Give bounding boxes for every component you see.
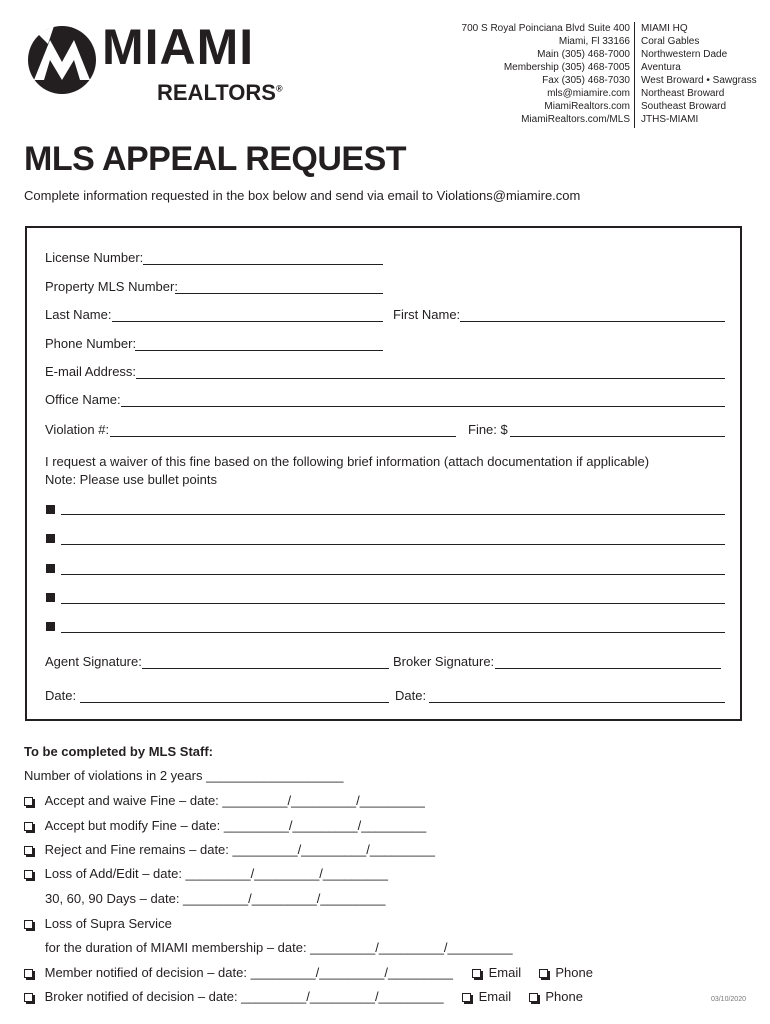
fine-label: Fine: $ [468,422,508,437]
staff-option-row [24,866,388,881]
bullet-square-icon [46,564,55,573]
checkbox-icon[interactable] [539,969,548,978]
checkbox-icon[interactable] [462,993,471,1002]
checkbox-icon[interactable] [24,920,33,929]
violation-number-field[interactable] [110,436,456,437]
violation-number-label: Violation #: [45,422,110,437]
office-item: MIAMI HQ [641,23,688,34]
supra-duration-line: for the duration of MIAMI membership – date: _________/_________/_________ [45,940,513,955]
phone-option-label: Phone [555,965,593,980]
property-mls-label: Property MLS Number: [45,279,178,294]
loss-supra-label: Loss of Supra Service [44,916,172,931]
contact-line[interactable]: mls@miamire.com [547,88,630,99]
checkbox-icon[interactable] [24,870,33,879]
license-number-field[interactable] [143,264,383,265]
reject-fine-label: Reject and Fine remains – date: _________/_________/_________ [44,842,435,857]
first-name-field[interactable] [460,321,725,322]
phone-number-field[interactable] [135,350,383,351]
office-list [641,22,761,126]
reason-line-4[interactable] [61,603,725,604]
office-name-field[interactable] [121,406,725,407]
broker-date-field[interactable] [429,702,725,703]
contact-line[interactable]: MiamiRealtors.com [544,101,630,112]
office-item: JTHS-MIAMI [641,114,699,125]
reason-line-1[interactable] [61,514,725,515]
office-item: Northwestern Dade [641,49,728,60]
member-notify-methods [472,965,593,980]
violation-count-line: Number of violations in 2 years ___________________ [24,768,344,783]
email-address-label: E-mail Address: [45,364,137,379]
miami-logo-m-icon [24,24,104,94]
logo-miami-text: MIAMI [102,19,255,75]
fine-amount-field[interactable] [510,436,725,437]
broker-signature-field[interactable] [495,668,721,669]
first-name-label: First Name: [393,307,461,322]
office-item: West Broward • Sawgrass [641,75,757,86]
bullet-square-icon [46,505,55,514]
checkbox-icon[interactable] [24,969,33,978]
loss-add-edit-label: Loss of Add/Edit – date: _________/_________/_________ [44,866,388,881]
office-item: Southeast Broward [641,101,727,112]
office-item: Northeast Broward [641,88,725,99]
office-item: Coral Gables [641,36,700,47]
bullet-square-icon [46,622,55,631]
license-number-label: License Number: [45,250,144,265]
bullet-square-icon [46,534,55,543]
office-name-label: Office Name: [45,392,121,407]
bullet-note-text: Note: Please use bullet points [45,472,217,487]
agent-signature-field[interactable] [142,668,389,669]
broker-date-label: Date: [395,688,427,703]
agent-date-label: Date: [45,688,77,703]
reason-line-2[interactable] [61,544,725,545]
miami-realtors-logo [24,19,284,112]
staff-option-row [24,793,425,808]
last-name-field[interactable] [112,321,383,322]
email-option-label: Email [488,965,522,980]
broker-notified-label: Broker notified of decision – date: _________/_________/_________ [44,989,444,1004]
bullet-square-icon [46,593,55,602]
agent-date-field[interactable] [80,702,389,703]
contact-line: 700 S Royal Poinciana Blvd Suite 400 [461,23,630,34]
last-name-label: Last Name: [45,307,112,322]
page-title: MLS APPEAL REQUEST [24,140,407,178]
phone-option-label: Phone [545,989,583,1004]
page-subtitle: Complete information requested in the box below and send via email to Violations@miamire.com [24,188,581,203]
contact-line: Fax (305) 468-7030 [542,75,630,86]
checkbox-icon[interactable] [24,846,33,855]
accept-modify-label: Accept but modify Fine – date: _________/_________/_________ [44,818,427,833]
broker-notify-methods [462,989,583,1004]
staff-option-row [24,916,172,931]
contact-line: Miami, Fl 33166 [558,36,630,47]
contact-line: Main (305) 468-7000 [537,49,630,60]
checkbox-icon[interactable] [24,797,33,806]
staff-option-row [24,965,453,980]
reason-line-5[interactable] [61,632,725,633]
form-revision-date: 03/10/2020 [710,996,746,1003]
staff-heading: To be completed by MLS Staff: [24,744,213,759]
email-option-label: Email [478,989,512,1004]
logo-realtors-text: REALTORS® [157,80,283,105]
phone-number-label: Phone Number: [45,336,137,351]
contact-info [400,22,630,126]
staff-option-row [24,842,435,857]
checkbox-icon[interactable] [529,993,538,1002]
staff-option-row [24,818,426,833]
reason-line-3[interactable] [61,574,725,575]
staff-option-row [24,989,444,1004]
agent-signature-label: Agent Signature: [45,654,142,669]
header-divider [634,22,635,128]
member-notified-label: Member notified of decision – date: _________/_________/_________ [44,965,454,980]
broker-signature-label: Broker Signature: [393,654,495,669]
checkbox-icon[interactable] [472,969,481,978]
checkbox-icon[interactable] [24,993,33,1002]
email-address-field[interactable] [136,378,725,379]
office-item: Aventura [641,62,681,73]
contact-line: Membership (305) 468-7005 [503,62,630,73]
accept-waive-label: Accept and waive Fine – date: _________/_________/_________ [44,793,425,808]
property-mls-field[interactable] [175,293,383,294]
waiver-request-text: I request a waiver of this fine based on the following brief information (attach documentation if applicable) [45,454,650,469]
days-duration-line: 30, 60, 90 Days – date: _________/_________/_________ [45,891,386,906]
checkbox-icon[interactable] [24,822,33,831]
contact-line[interactable]: MiamiRealtors.com/MLS [521,114,630,125]
